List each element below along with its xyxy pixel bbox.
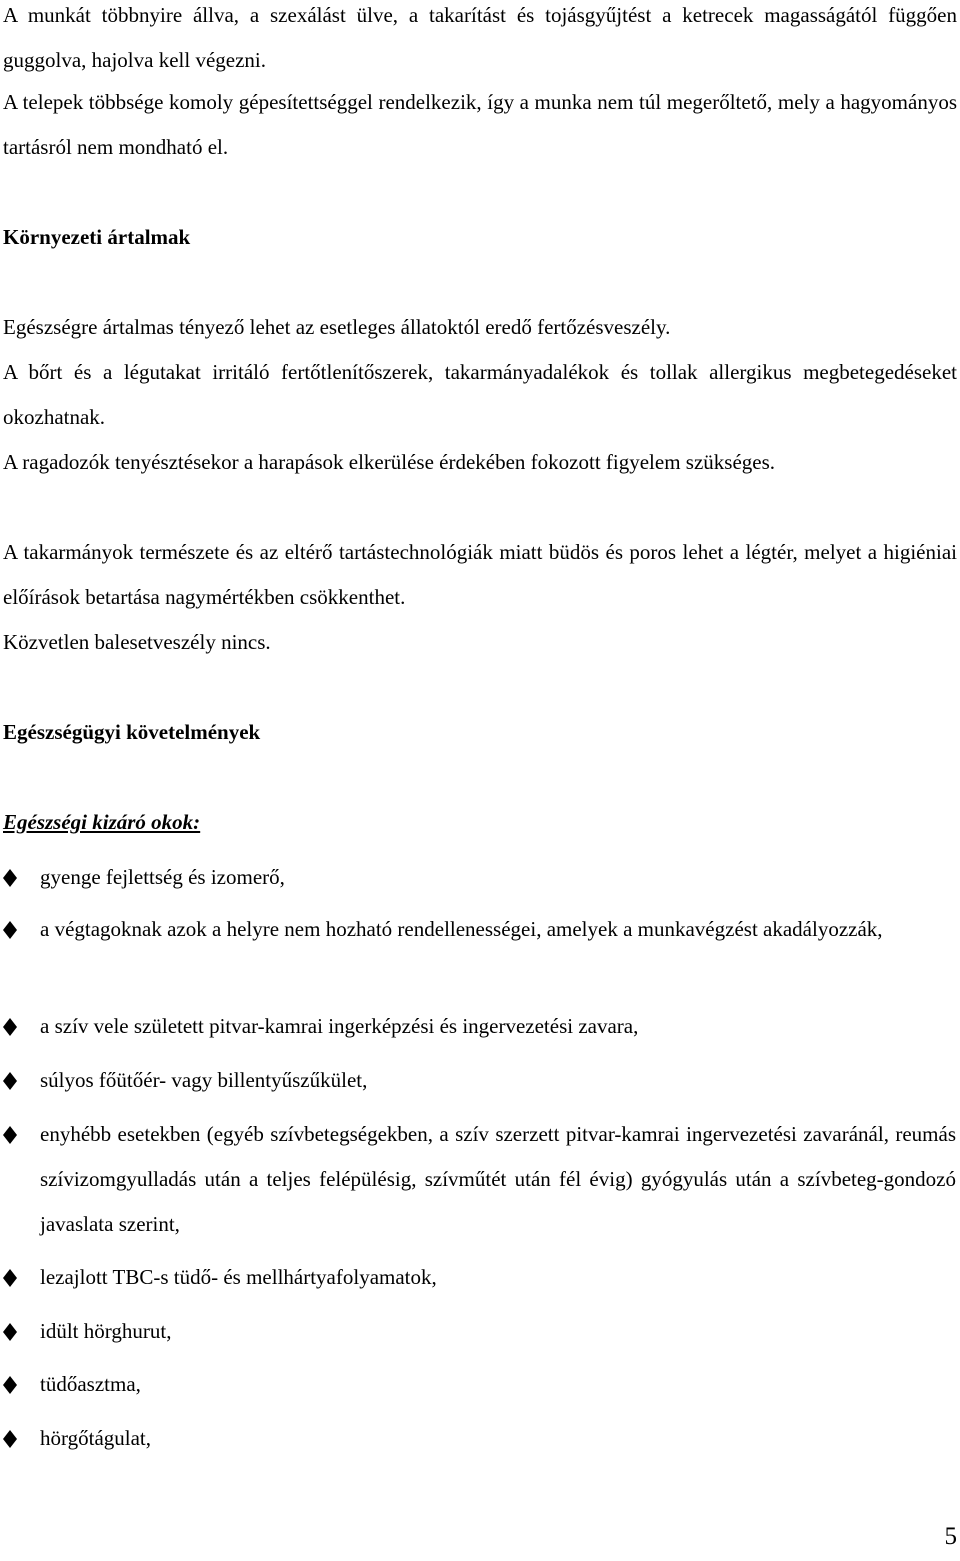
environment-paragraph-2: A bőrt és a légutakat irritáló fertőtlenítőszerek, takarmányadalékok és tollak allergikus megbetegedéseket okozhatnak. (3, 360, 957, 429)
diamond-bullet-icon (3, 1416, 17, 1461)
intro-paragraph-1: A munkát többnyire állva, a szexálást ülve, a takarítást és tojásgyűjtést a ketrecek magasságától függően guggolva, hajolva kell végezni. (3, 3, 957, 72)
list-item-text: gyenge fejlettség és izomerő, (40, 865, 285, 889)
diamond-bullet-icon (3, 907, 17, 952)
list-item-text: tüdőasztma, (40, 1372, 141, 1396)
diamond-bullet-icon (3, 1255, 17, 1300)
list-item-text: a szív vele született pitvar-kamrai ingerképzési és ingervezetési zavara, (40, 1014, 639, 1038)
page-number: 5 (944, 1523, 957, 1550)
list-item-text: enyhébb esetekben (egyéb szívbetegségekben, a szív szerzett pitvar-kamrai ingervezetési zavaránál, reumás szívizomgyulladás után a teljes felépülésig, szívműtét után fél évig) gyógyulás után a szívbeteg-gondozó javaslata szerint, (40, 1122, 956, 1236)
environment-paragraph-1: Egészségre ártalmas tényező lehet az esetleges állatoktól eredő fertőzésveszély. (3, 315, 671, 339)
diamond-bullet-icon (3, 855, 17, 900)
environment-paragraph-5: Közvetlen balesetveszély nincs. (3, 630, 271, 654)
environment-paragraph-3: A ragadozók tenyésztésekor a harapások elkerülése érdekében fokozott figyelem szükséges. (3, 450, 776, 474)
list-item-text: a végtagoknak azok a helyre nem hozható rendellenességei, amelyek a munkavégzést akadályozzák, (40, 917, 883, 941)
intro-paragraph-2: A telepek többsége komoly gépesítettséggel rendelkezik, így a munka nem túl megerőltető, mely a hagyományos tartásról nem mondható el. (3, 90, 957, 159)
list-item-text: hörgőtágulat, (40, 1426, 152, 1450)
diamond-bullet-icon (3, 1112, 17, 1157)
diamond-bullet-icon (3, 1004, 17, 1049)
diamond-bullet-icon (3, 1309, 17, 1354)
section-title-health: Egészségügyi követelmények (3, 720, 261, 744)
section-title-environment: Környezeti ártalmak (3, 225, 191, 249)
diamond-bullet-icon (3, 1058, 17, 1103)
section-subtitle-exclusions: Egészségi kizáró okok: (3, 810, 201, 834)
environment-paragraph-4: A takarmányok természete és az eltérő tartástechnológiák miatt büdös és poros lehet a légtér, melyet a higiéniai előírások betartása nagymértékben csökkenthet. (3, 540, 957, 609)
list-item-text: idült hörghurut, (40, 1319, 172, 1343)
list-item-text: súlyos főütőér- vagy billentyűszűkület, (40, 1068, 368, 1092)
diamond-bullet-icon (3, 1362, 17, 1407)
list-item-text: lezajlott TBC-s tüdő- és mellhártyafolyamatok, (40, 1265, 437, 1289)
